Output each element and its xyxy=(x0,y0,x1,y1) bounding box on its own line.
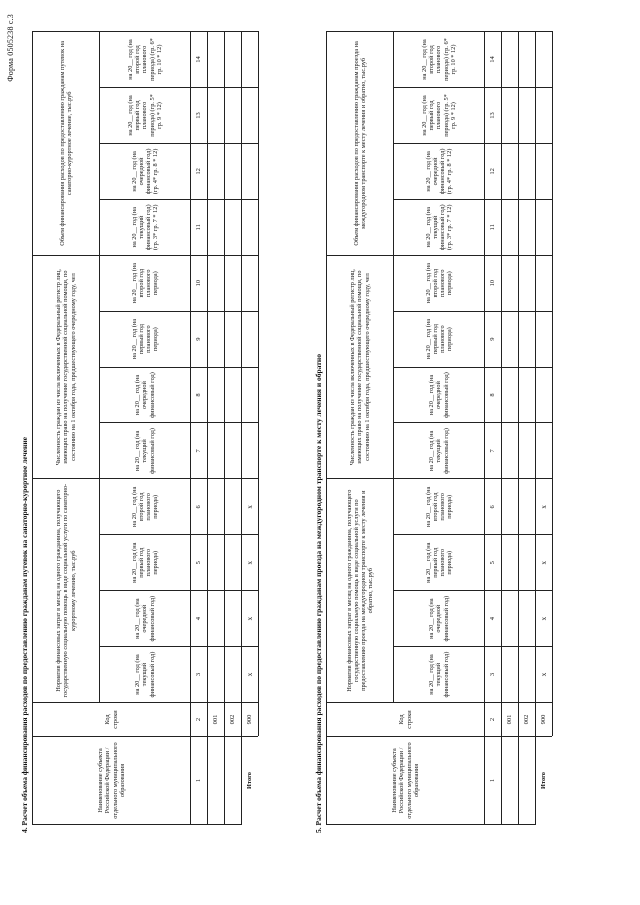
column-header: на 20__ год (на первый год планового периода) xyxy=(394,535,485,591)
data-cell[interactable] xyxy=(225,479,242,535)
code-header: Код строки xyxy=(327,703,485,737)
column-number: 9 xyxy=(191,311,208,367)
column-number: 1 xyxy=(485,737,502,825)
column-number: 6 xyxy=(191,479,208,535)
total-cell[interactable] xyxy=(536,255,553,311)
row-code: 002 xyxy=(519,703,536,737)
total-cell[interactable] xyxy=(536,367,553,423)
data-cell[interactable] xyxy=(519,479,536,535)
table-header-row xyxy=(33,32,100,825)
column-header: на 20__ год (на первый год планового периода) xyxy=(394,311,485,367)
column-number: 12 xyxy=(485,143,502,199)
count-group-header: Численность граждан из числа включенных в Федеральный регистр лиц, имеющих право на получение государственной социальной помощи, по состоянию на 1 октября года, предшествующего очередному году, чел xyxy=(33,255,100,479)
data-cell[interactable] xyxy=(208,311,225,367)
data-cell[interactable] xyxy=(519,311,536,367)
column-number: 12 xyxy=(191,143,208,199)
column-header: на 20__ год (на очередной финансовый год) xyxy=(394,591,485,647)
column-number-row xyxy=(191,32,208,825)
data-cell[interactable] xyxy=(502,423,519,479)
subject-cell[interactable] xyxy=(519,737,536,825)
column-header: на 20__ год (на первый год планового периода) (гр. 5* гр. 9 * 12) xyxy=(394,88,485,144)
column-number: 11 xyxy=(485,199,502,255)
table-header-row xyxy=(327,32,394,825)
column-number: 3 xyxy=(485,647,502,703)
column-number: 9 xyxy=(485,311,502,367)
column-number: 7 xyxy=(485,423,502,479)
column-number: 4 xyxy=(191,591,208,647)
volume-group-header: Объем финансирования расходов по предоставлению гражданам проезда на междугородном транспорте к месту лечения и обратно, тыс.руб xyxy=(327,32,394,256)
column-number: 8 xyxy=(191,367,208,423)
table-row xyxy=(502,32,519,825)
total-cell: x xyxy=(242,479,259,535)
data-cell[interactable] xyxy=(502,367,519,423)
data-cell[interactable] xyxy=(519,255,536,311)
column-header: на 20__ год (на второй год планового периода) xyxy=(394,479,485,535)
subject-cell[interactable] xyxy=(502,737,519,825)
data-cell[interactable] xyxy=(502,88,519,144)
column-number: 10 xyxy=(191,255,208,311)
data-cell[interactable] xyxy=(225,647,242,703)
column-number: 3 xyxy=(191,647,208,703)
column-number: 13 xyxy=(485,88,502,144)
data-cell[interactable] xyxy=(225,311,242,367)
subject-cell[interactable] xyxy=(208,737,225,825)
column-header: на 20__ год (на очередной финансовый год) (гр. 4* гр. 8 * 12) xyxy=(394,143,485,199)
total-code: 900 xyxy=(242,703,259,737)
data-cell[interactable] xyxy=(502,535,519,591)
data-cell[interactable] xyxy=(208,367,225,423)
data-cell[interactable] xyxy=(519,199,536,255)
data-cell[interactable] xyxy=(208,591,225,647)
column-number: 1 xyxy=(191,737,208,825)
total-cell: x xyxy=(242,535,259,591)
data-cell[interactable] xyxy=(519,143,536,199)
column-header: на 20__ год (на первый год планового периода) xyxy=(100,535,191,591)
data-cell[interactable] xyxy=(208,199,225,255)
total-cell: x xyxy=(536,535,553,591)
data-cell[interactable] xyxy=(225,199,242,255)
data-cell[interactable] xyxy=(225,535,242,591)
subject-cell[interactable] xyxy=(225,737,242,825)
form-code: Форма 0505238 с.3 xyxy=(6,14,15,82)
data-cell[interactable] xyxy=(519,591,536,647)
data-cell[interactable] xyxy=(519,535,536,591)
subject-header: Наименование субъекта Российской Федерации / отдельного муниципального образования xyxy=(327,737,485,825)
total-row xyxy=(536,32,553,825)
data-cell[interactable] xyxy=(225,423,242,479)
section-4-table xyxy=(32,31,259,825)
column-header: на 20__ год (на первый год планового периода) (гр. 5* гр. 9 * 12) xyxy=(100,88,191,144)
data-cell[interactable] xyxy=(502,591,519,647)
column-header: на 20__ год (на очередной финансовый год) xyxy=(394,367,485,423)
section-5-table xyxy=(326,31,553,825)
total-cell[interactable] xyxy=(536,199,553,255)
data-cell[interactable] xyxy=(519,423,536,479)
data-cell[interactable] xyxy=(519,88,536,144)
data-cell[interactable] xyxy=(208,255,225,311)
table-row xyxy=(225,32,242,825)
total-cell: x xyxy=(536,479,553,535)
total-cell[interactable] xyxy=(242,88,259,144)
data-cell[interactable] xyxy=(502,479,519,535)
data-cell[interactable] xyxy=(225,143,242,199)
data-cell[interactable] xyxy=(208,423,225,479)
column-number: 14 xyxy=(191,32,208,88)
table-row xyxy=(519,32,536,825)
section-5-title: 5. Расчет объема финансирования расходов по предоставлению гражданам проезда на междугородном транспорте к месту лечения и обратно xyxy=(314,353,323,833)
norm-group-header: Норматив финансовых затрат в месяц на одного гражданина, получающего государственную социальную помощь в виде социальной услуги по санаторно-курортному лечению, тыс.руб xyxy=(33,479,100,703)
data-cell[interactable] xyxy=(225,32,242,88)
total-cell[interactable] xyxy=(242,423,259,479)
row-code: 001 xyxy=(208,703,225,737)
table-row xyxy=(208,32,225,825)
data-cell[interactable] xyxy=(225,367,242,423)
data-cell[interactable] xyxy=(225,591,242,647)
total-cell[interactable] xyxy=(242,255,259,311)
total-cell[interactable] xyxy=(536,423,553,479)
data-cell[interactable] xyxy=(502,647,519,703)
data-cell[interactable] xyxy=(502,32,519,88)
column-header: на 20__ год (на очередной финансовый год) xyxy=(100,367,191,423)
total-cell[interactable] xyxy=(242,311,259,367)
total-cell: x xyxy=(242,591,259,647)
total-cell[interactable] xyxy=(242,367,259,423)
column-number-row xyxy=(485,32,502,825)
code-header: Код строки xyxy=(33,703,191,737)
column-header: на 20__ год (на очередной финансовый год) xyxy=(100,591,191,647)
volume-group-header: Объем финансирования расходов по предоставлению гражданам путевок на санаторно-курортное лечение, тыс.руб xyxy=(33,32,100,256)
data-cell[interactable] xyxy=(208,143,225,199)
column-number: 4 xyxy=(485,591,502,647)
total-cell[interactable] xyxy=(536,311,553,367)
total-cell[interactable] xyxy=(242,199,259,255)
column-header: на 20__ год (на текущий финансовый год) xyxy=(100,423,191,479)
total-code: 900 xyxy=(536,703,553,737)
section-4-title: 4. Расчет объема финансирования расходов по предоставлению гражданам путевок на санаторно-курортное лечение xyxy=(20,437,29,833)
total-cell: x xyxy=(536,647,553,703)
data-cell[interactable] xyxy=(225,255,242,311)
column-number: 2 xyxy=(485,703,502,737)
column-header: на 20__ год (на второй год планового периода) xyxy=(100,479,191,535)
column-header: на 20__ год (на текущий финансовый год) (гр. 3* гр. 7 * 12) xyxy=(100,199,191,255)
column-number: 8 xyxy=(485,367,502,423)
data-cell[interactable] xyxy=(519,367,536,423)
data-cell[interactable] xyxy=(502,255,519,311)
column-number: 10 xyxy=(485,255,502,311)
data-cell[interactable] xyxy=(225,88,242,144)
column-number: 5 xyxy=(191,535,208,591)
total-cell[interactable] xyxy=(242,32,259,88)
column-number: 2 xyxy=(191,703,208,737)
total-cell[interactable] xyxy=(242,143,259,199)
column-header: на 20__ год (на второй год планового периода) (гр. 6* гр. 10 * 12) xyxy=(100,32,191,88)
column-number: 6 xyxy=(485,479,502,535)
total-cell[interactable] xyxy=(536,88,553,144)
column-header: на 20__ год (на второй год планового периода) xyxy=(100,255,191,311)
data-cell[interactable] xyxy=(208,535,225,591)
total-cell: x xyxy=(536,591,553,647)
column-number: 11 xyxy=(191,199,208,255)
total-cell[interactable] xyxy=(536,143,553,199)
row-code: 001 xyxy=(502,703,519,737)
data-cell[interactable] xyxy=(208,88,225,144)
column-header: на 20__ год (на первый год планового периода) xyxy=(100,311,191,367)
data-cell[interactable] xyxy=(519,647,536,703)
total-label: Итого xyxy=(242,737,259,825)
data-cell[interactable] xyxy=(502,143,519,199)
total-row xyxy=(242,32,259,825)
norm-group-header: Норматив финансовых затрат в месяц на одного гражданина, получающего государственную социальную помощь в виде социальной услуги по предоставлению проезда на междугородном транспорте к месту лечения и обратно, тыс.руб xyxy=(327,479,394,703)
total-cell[interactable] xyxy=(536,32,553,88)
total-cell: x xyxy=(242,647,259,703)
count-group-header: Численность граждан из числа включенных в Федеральный регистр лиц, имеющих право на получение государственной социальной помощи, по состоянию на 1 октября года, предшествующего очередному году, чел xyxy=(327,255,394,479)
column-header: на 20__ год (на второй год планового периода) (гр. 6* гр. 10 * 12) xyxy=(394,32,485,88)
column-number: 14 xyxy=(485,32,502,88)
column-number: 5 xyxy=(485,535,502,591)
data-cell[interactable] xyxy=(502,199,519,255)
column-header: на 20__ год (на очередной финансовый год) (гр. 4* гр. 8 * 12) xyxy=(100,143,191,199)
data-cell[interactable] xyxy=(519,32,536,88)
column-header: на 20__ год (на текущий финансовый год) xyxy=(100,647,191,703)
column-header: на 20__ год (на текущий финансовый год) (гр. 3* гр. 7 * 12) xyxy=(394,199,485,255)
subject-header: Наименование субъекта Российской Федерации / отдельного муниципального образования xyxy=(33,737,191,825)
data-cell[interactable] xyxy=(502,311,519,367)
data-cell[interactable] xyxy=(208,479,225,535)
column-number: 7 xyxy=(191,423,208,479)
column-header: на 20__ год (на текущий финансовый год) xyxy=(394,647,485,703)
column-header: на 20__ год (на второй год планового периода) xyxy=(394,255,485,311)
total-label: Итого xyxy=(536,737,553,825)
row-code: 002 xyxy=(225,703,242,737)
column-number: 13 xyxy=(191,88,208,144)
data-cell[interactable] xyxy=(208,647,225,703)
data-cell[interactable] xyxy=(208,32,225,88)
column-header: на 20__ год (на текущий финансовый год) xyxy=(394,423,485,479)
